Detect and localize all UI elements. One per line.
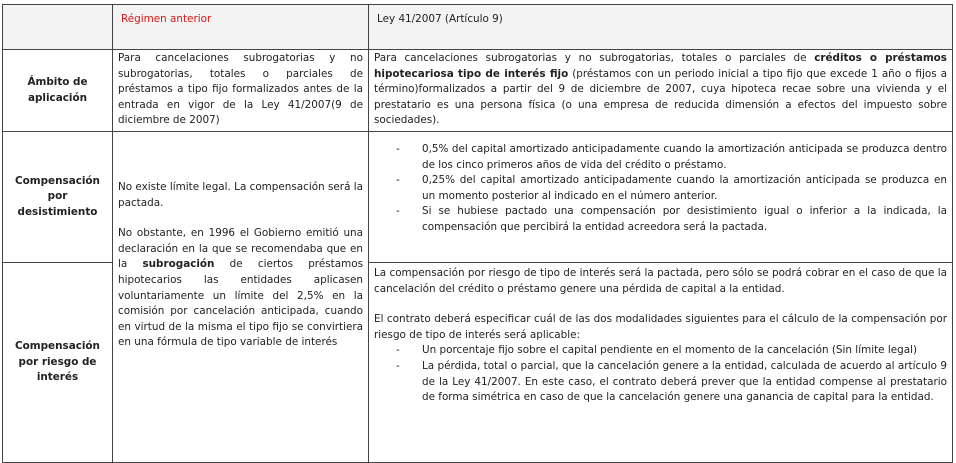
ambito-prev-text: Para cancelaciones subrogatorias y no subrogatorias, totales o parciales de préstamos a tipo fijo formalizados antes de la entrada en vigor de la Ley 41/2007(9 de diciembre de 2007) bbox=[113, 50, 369, 132]
prev-shared-p2-pre: No obstante, en 1996 el Gobierno emitió una declaración en la que se recomendaba que en la bbox=[118, 227, 363, 271]
row-ambito bbox=[3, 50, 953, 132]
desistimiento-list bbox=[374, 142, 947, 236]
riesgo-new-cell bbox=[369, 263, 953, 463]
row-label-riesgo: Compensación por riesgo de interés bbox=[3, 263, 113, 463]
prev-shared-p2 bbox=[118, 226, 363, 351]
list-item: - Si se hubiese pactado una compensación por desistimiento igual o inferior a la indicada, la compensación que percibirá la entidad acreedora será la pactada. bbox=[374, 204, 947, 235]
prev-shared-p1: No existe límite legal. La compensación será la pactada. bbox=[118, 181, 364, 209]
row-desistimiento bbox=[3, 132, 953, 263]
prev-shared-p2-post: de ciertos préstamos hipotecarios las entidades aplicasen voluntariamente un límite del 2,5% en la comisión por cancelación anticipada, cuando en virtud de la misma el tipo fijo se convirtiera en una fórmula de tipo variable de interés bbox=[118, 258, 363, 349]
header-row bbox=[3, 5, 953, 50]
ambito-new-bold: créditos o préstamos hipotecariosa tipo de interés fijo bbox=[374, 52, 947, 80]
header-new-law: Ley 41/2007 (Artículo 9) bbox=[369, 5, 953, 50]
list-item: - 0,5% del capital amortizado anticipadamente cuando la amortización anticipada se produzca dentro de los cinco primeros años de vida del crédito o préstamo. bbox=[374, 142, 947, 173]
riesgo-list bbox=[374, 343, 947, 405]
list-item: - 0,25% del capital amortizado anticipadamente cuando la amortización anticipada se produzca en un momento posterior al indicado en el número anterior. bbox=[374, 173, 947, 204]
row-label-desistimiento: Compensación por desistimiento bbox=[3, 132, 113, 263]
header-prev-regime: Régimen anterior bbox=[113, 5, 369, 50]
header-empty-cell bbox=[3, 5, 113, 50]
prev-shared-p2-bold: subrogación bbox=[142, 258, 215, 271]
ambito-new-pre: Para cancelaciones subrogatorias y no subrogatorias, totales o parciales de bbox=[374, 52, 815, 64]
prev-shared-cell bbox=[113, 132, 369, 463]
riesgo-p2: El contrato deberá especificar cuál de las dos modalidades siguientes para el cálculo de la compensación por riesgo de tipo de interés será aplicable: bbox=[374, 313, 947, 341]
desistimiento-new-cell bbox=[369, 132, 953, 263]
ambito-new-text bbox=[369, 50, 953, 132]
ambito-new-post: (préstamos con un periodo inicial a tipo fijo que excede 1 año o fijos a término)formalizados a partir del 9 de diciembre de 2007, cuya hipoteca recae sobre una vivienda y el prestatario es una persona física (o una empresa de reducida dimensión a efectos del impuesto sobre sociedades). bbox=[374, 67, 947, 127]
list-item: - Un porcentaje fijo sobre el capital pendiente en el momento de la cancelación (Sin límite legal) bbox=[374, 343, 947, 359]
list-item: - La pérdida, total o parcial, que la cancelación genere a la entidad, calculada de acuerdo al artículo 9 de la Ley 41/2007. En este caso, el contrato deberá prever que la entidad compense al prestatario de forma simétrica en caso de que la cancelación genere una ganancia de capital para la entidad. bbox=[374, 359, 947, 406]
row-label-ambito: Ámbito de aplicación bbox=[3, 50, 113, 132]
riesgo-p1: La compensación por riesgo de tipo de interés será la pactada, pero sólo se podrá cobrar en el caso de que la cancelación del crédito o préstamo genere una pérdida de capital a la entidad. bbox=[374, 267, 947, 295]
comparison-table bbox=[2, 4, 953, 463]
